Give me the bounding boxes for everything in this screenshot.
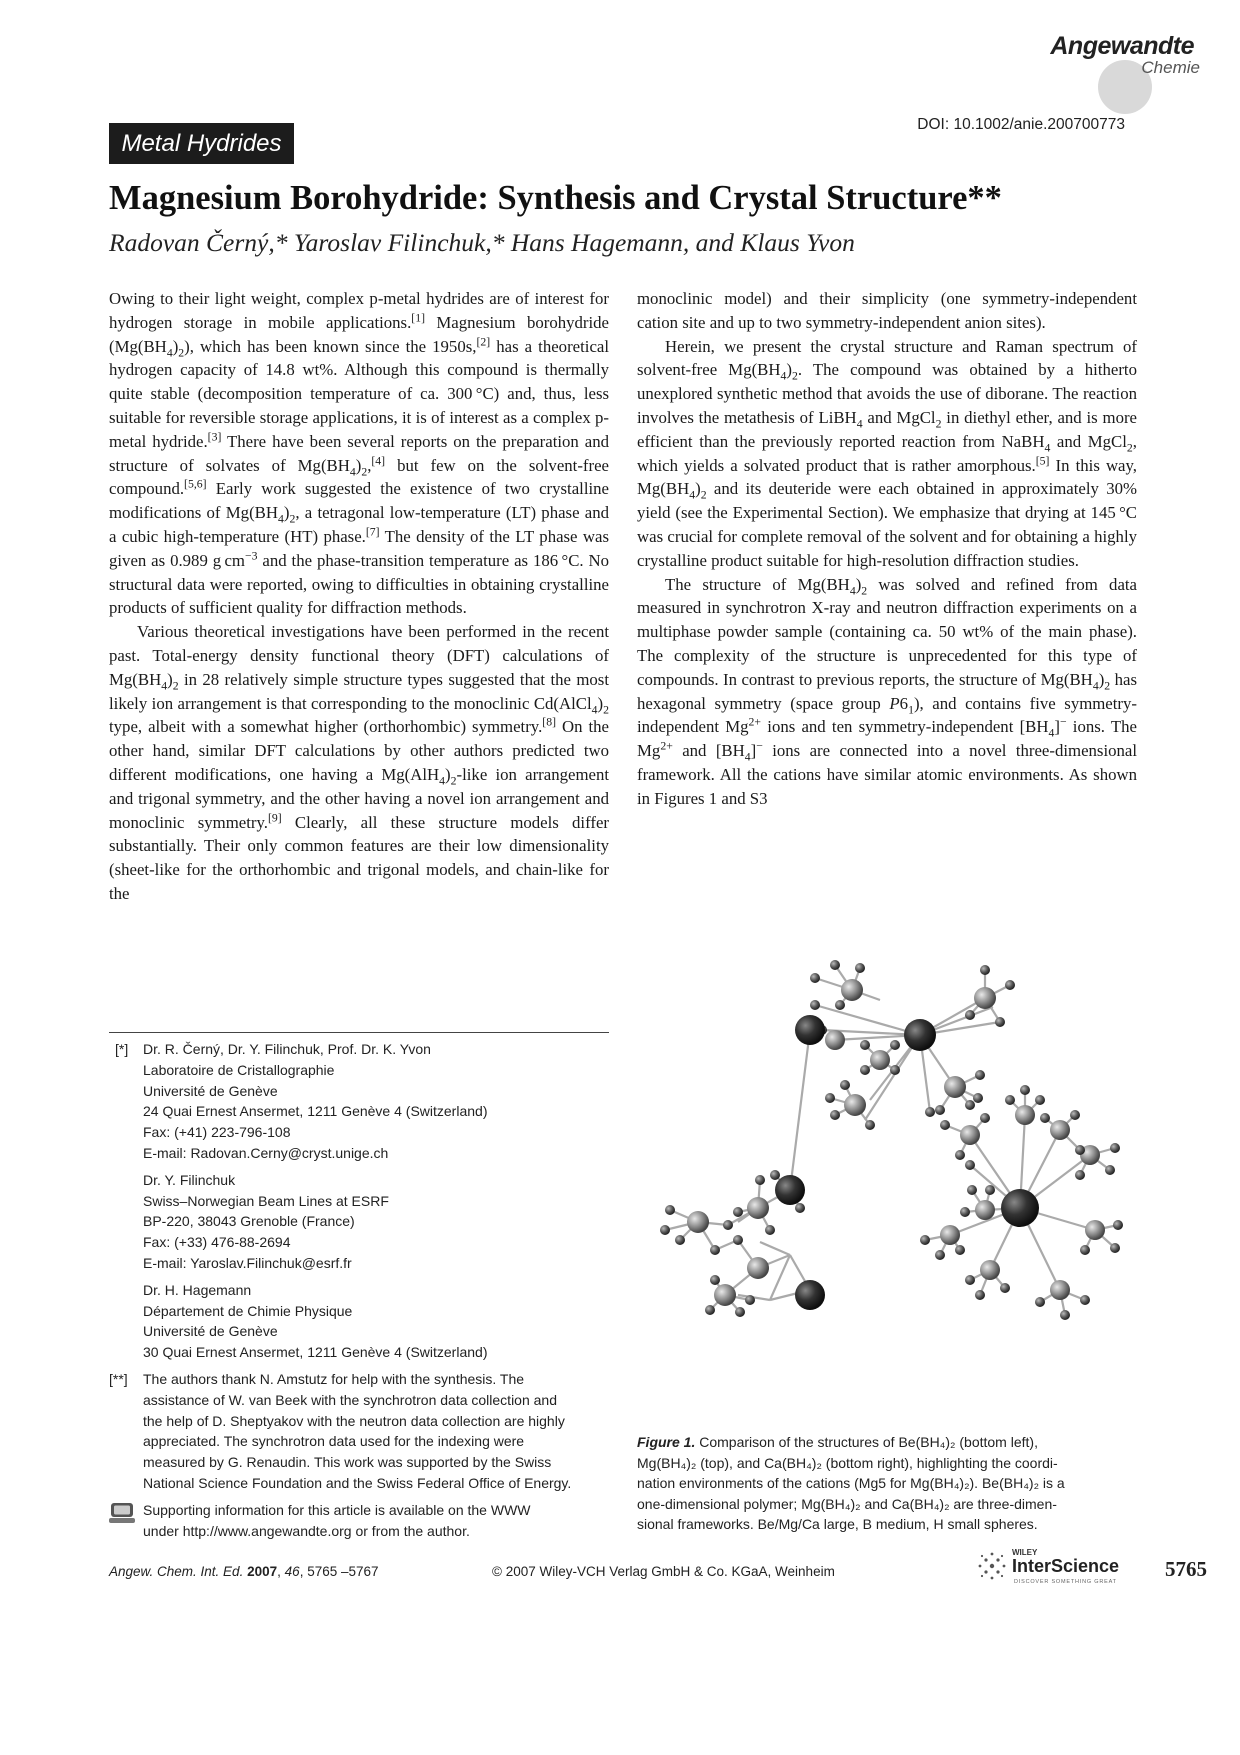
acknowledgement-footnote: [**] The authors thank N. Amstutz for help with the synthesis. The assistance of W. van Beek with the synchrotron data collection and the help of D. Sheptyakov with the neutron data collection are highly appreciated. The synchrotron data used for the indexing were measured by G. Renaudin. This work was supported by the Swiss National Science Foundation and the Swiss Federal Office of Energy. <box>109 1370 572 1491</box>
svg-text:InterScience: InterScience <box>1012 1556 1120 1576</box>
footnotes <box>109 1039 619 1547</box>
computer-icon <box>109 1502 135 1524</box>
affiliation-footnote: [*] Dr. R. Černý, Dr. Y. Filinchuk, Prof. Dr. K. Yvon Laboratoire de Cristallographie Université de Genève 24 Quai Ernest Ansermet, 1211 Genève 4 (Switzerland) Fax: (+41) 223-796-108 E-mail: Radovan.Cerny@cryst.unige.ch Dr. Y. Filinchuk Swiss–Norwegian Beam Lines at ESRF BP-220, 38043 Grenoble (France) Fax: (+33) 476-88-2694 E-mail: Yaroslav.Filinchuk@esrf.fr Dr. H. Hagemann Département de Chimie Physique Université de Genève 30 Quai Ernest Ansermet, 1211 Genève 4 (Switzerland) <box>109 1039 619 1363</box>
email-link[interactable]: E-mail: Radovan.Cerny@cryst.unige.ch <box>143 1144 389 1161</box>
author-list: Radovan Černý,* Yaroslav Filinchuk,* Hans Hagemann, and Klaus Yvon <box>109 228 855 257</box>
paragraph: monoclinic model) and their simplicity (one symmetry-independent cation site and up to two symmetry-independent anion sites). <box>637 289 1137 332</box>
svg-text:DISCOVER SOMETHING GREAT: DISCOVER SOMETHING GREAT <box>1014 1579 1117 1585</box>
doi[interactable]: DOI: 10.1002/anie.200700773 <box>917 116 1125 133</box>
figure-label: Figure 1. <box>637 1434 696 1450</box>
paragraph: Owing to their light weight, complex p-metal hydrides are of interest for hydrogen storage in mobile applications.[1] Magnesium borohydride $(Mg(BH_4)_2)$, which has been known since the 1950s,[2] has a theoretical hydrogen capacity of 14.8 wt%. Although this compound is thermally quite stable (decomposition temperature of ca. 300 °C) and, thus, less suitable for reversible storage applications, it is of interest as a complex p-metal hydride.[3] There have been several reports on the preparation and structure of solvates of $Mg(BH_4)_2,[4]$ but few on the solvent-free compound.[5,6] Early work suggested the existence of two crystalline modifications of $Mg(BH_4)_2$, a tetragonal low-temperature (LT) phase and a cubic high-temperature (HT) phase.[7] The density of the LT phase was given as 0.989 g $cm^{-3}$ and the phase-transition temperature as 186 °C. No structural data were reported, owing to difficulties in obtaining crystalline products of sufficient quality for diffraction methods. <box>109 289 610 618</box>
si-link[interactable]: under http://www.angewandte.org or from the author. <box>143 1522 470 1539</box>
figure-caption: Figure 1. Comparison of the structures of Be(BH₄)₂ (bottom left), Mg(BH₄)₂ (top), and Ca(BH₄)₂ (bottom right), highlighting the coordi- nation environments of the cations (Mg5 for Mg(BH₄)₂). Be(BH₄)₂ is a one-dimensional polymer; Mg(BH₄)₂ and Ca(BH₄)₂ are three-dimen- sional frameworks. Be/Mg/Ca large, B medium, H small spheres. <box>637 1434 1065 1532</box>
paragraph: Herein, we present the crystal structure and Raman spectrum of solvent-free $Mg(BH_4)_2$. The compound was obtained by a hitherto unexplored synthetic method that avoids the use of diborane. The reaction involves the metathesis of LiBH$_4$ and MgCl$_2$ in diethyl ether, and is more efficient than the previously reported reaction from NaBH$_4$ and MgCl$_2$, which yields a solvated product that is rather amorphous.[5] In this way, $Mg(BH_4)_2$ and its deuteride were each obtained in approximately 30% yield (see the Experimental Section). We emphasize that drying at 145 °C was crucial for complete removal of the solvent and for obtaining a highly crystalline product suitable for high-resolution diffraction studies. <box>637 336 1138 570</box>
article-title: Magnesium Borohydride: Synthesis and Crystal Structure** <box>109 179 1002 217</box>
page-number: 5765 <box>1165 1557 1207 1581</box>
publisher-logo <box>972 1542 1172 1590</box>
figure-1-structures <box>640 950 1150 1420</box>
supporting-info-footnote: Supporting information for this article is available on the WWW under http://www.angewandte.org or from the author. <box>109 1500 619 1542</box>
journal-logo <box>1040 32 1220 92</box>
journal-name: Angewandte <box>1050 32 1194 60</box>
email-link[interactable]: E-mail: Yaroslav.Filinchuk@esrf.fr <box>143 1254 352 1271</box>
paragraph: Various theoretical investigations have been performed in the recent past. Total-energy density functional theory (DFT) calculations of $Mg(BH_4)_2$ in 28 relatively simple structure types suggested that the most likely ion arrangement is that corresponding to the monoclinic $Cd(AlCl_4)_2$ type, albeit with a somewhat higher (orthorhombic) symmetry.[8] On the other hand, similar DFT calculations by other authors predicted two different modifications, one having a $Mg(AlH_4)_2$-like ion arrangement and trigonal symmetry, and the other having a novel ion arrangement and monoclinic symmetry.[9] Clearly, all these structure models differ substantially. Their only common features are their low dimensionality (sheet-like for the orthorhombic and trigonal models, and chain-like for the <box>109 622 610 903</box>
svg-text:WILEY: WILEY <box>1012 1548 1038 1557</box>
citation: Angew. Chem. Int. Ed. 2007, 46, 5765 –5767 <box>109 1564 379 1579</box>
paragraph: The structure of $Mg(BH_4)_2$ was solved and refined from data measured in synchrotron X-ray and neutron diffraction experiments on a multiphase powder sample (containing ca. 50 wt% of the main phase). The complexity of the structure is unprecedented for this type of compounds. In contrast to previous reports, the structure of $Mg(BH_4)_2$ has hexagonal symmetry (space group $P6_1$), and contains five symmetry-independent $Mg^{2+}$ ions and ten symmetry-independent $[BH_4]^-$ ions. The $Mg^{2+}$ and $[BH_4]^-$ ions are connected into a novel three-dimensional framework. All the cations have similar atomic environments. As shown in Figures 1 and S3 <box>637 574 1138 808</box>
section-tag: Metal Hydrides <box>109 123 294 164</box>
footnote-divider <box>109 1032 609 1033</box>
body-column-right <box>637 287 1137 811</box>
copyright: © 2007 Wiley-VCH Verlag GmbH & Co. KGaA, Weinheim <box>492 1564 835 1579</box>
journal-subname: Chemie <box>1141 58 1200 77</box>
body-column-left <box>109 287 609 906</box>
